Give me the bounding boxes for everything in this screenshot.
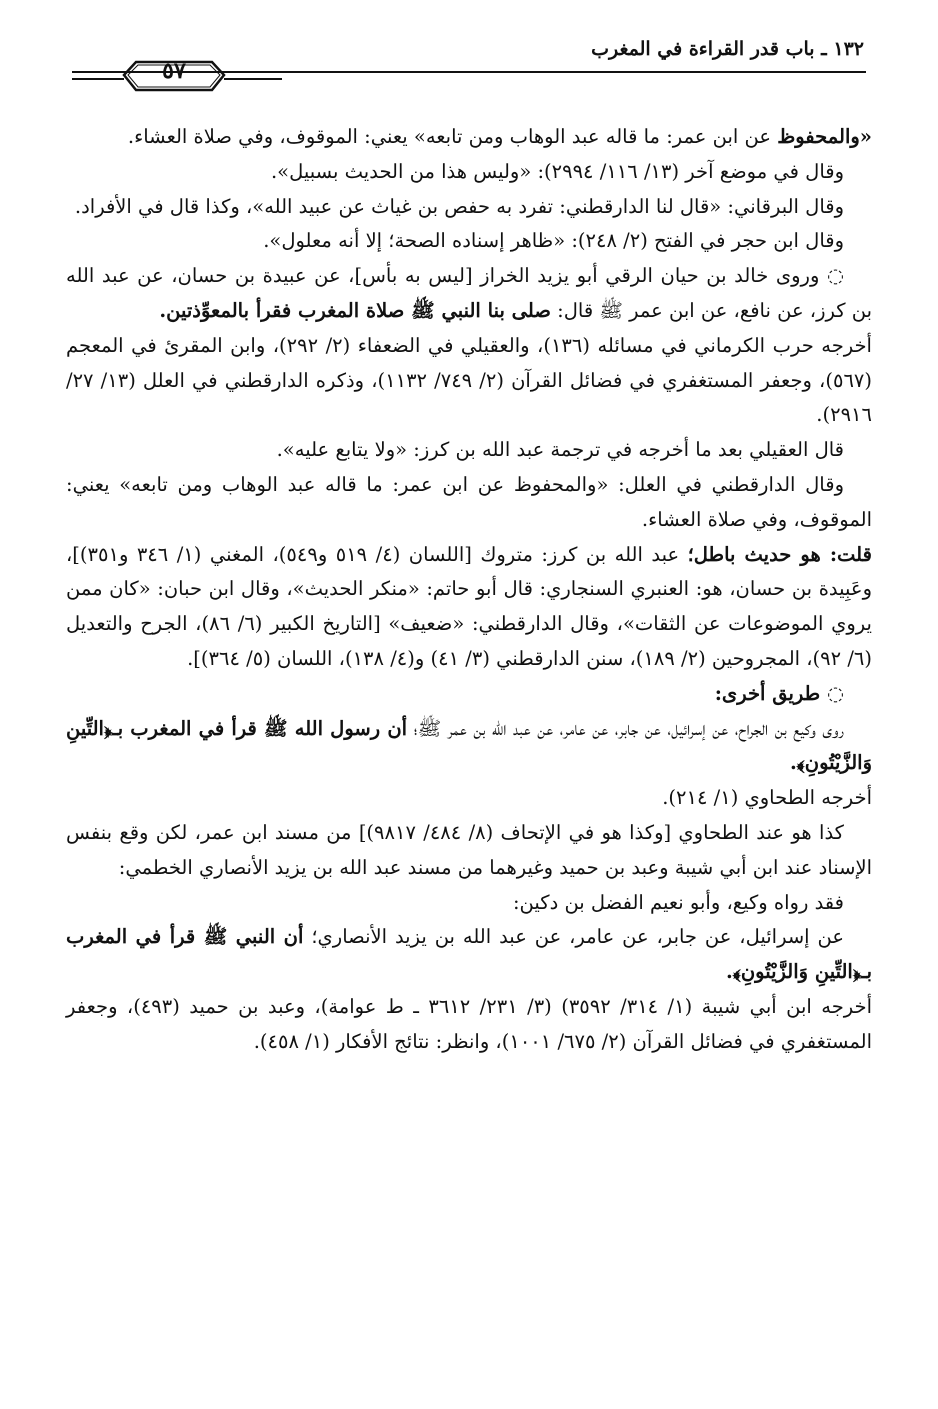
section-heading: ◌ طريق أخرى: — [714, 681, 844, 705]
bold-phrase: «والمحفوظ — [777, 125, 872, 148]
paragraph — [66, 120, 872, 155]
paragraph: وقال الدارقطني في العلل: «والمحفوظ عن ابن عمر: ما قاله عبد الوهاب ومن تابعه» يعني: الموقوف، وفي صلاة العشاء. — [66, 472, 872, 531]
bold-phrase: قلت: هو حديث باطل؛ — [687, 542, 872, 566]
paragraph: وقال في موضع آخر (١٣/ ١١٦/ ٢٩٩٤): «وليس هذا من الحديث بسبيل». — [270, 159, 844, 183]
page-number: ٥٧ — [162, 58, 186, 84]
paragraph: أخرجه ابن أبي شيبة (١/ ٣١٤/ ٣٥٩٢) (٣/ ٢٣١/ ٣٦١٢ ـ ط عوامة)، وعبد بن حميد (٤٩٣)، وجعفر المستغفري في فضائل القرآن (٢/ ٦٧٥/ ١٠٠١)، وانظر: نتائج الأفكار (١/ ٤٥٨). — [66, 994, 872, 1053]
paragraph: وقال ابن حجر في الفتح (٢/ ٢٤٨): «ظاهر إسناده الصحة؛ إلا أنه معلول». — [263, 229, 844, 253]
paragraph: أخرجه الطحاوي (١/ ٢١٤). — [662, 786, 872, 810]
paragraph: وقال البرقاني: «قال لنا الدارقطني: تفرد به حفص بن غياث عن عبيد الله»، وكذا قال في الأفراد. — [74, 194, 844, 218]
text: روى وكيع بن الجراح، عن إسرائيل، عن جابر، عن عامر، عن عبد الله بن عمر ﷺ؛ — [407, 716, 844, 740]
paragraph: كذا هو عند الطحاوي [وكذا هو في الإتحاف (٨/ ٤٨٤/ ٩٨١٧)] من مسند ابن عمر، لكن وقع بنفس الإسناد عند ابن أبي شيبة وعبد بن حميد وغيرهما من مسند عبد الله بن يزيد الأنصاري الخطمي: — [66, 820, 872, 879]
bold-phrase: أن النبي ﷺ قرأ في المغرب بـ﴿التِّينِ وَالزَّيْتُونِ﴾. — [66, 925, 872, 984]
text: عن إسرائيل، عن جابر، عن عامر، عن عبد الله بن يزيد الأنصاري؛ — [303, 925, 844, 949]
bold-phrase: صلى بنا النبي ﷺ صلاة المغرب فقرأ بالمعوِّذتين. — [159, 298, 551, 322]
running-title: ١٣٢ ـ باب قدر القراءة في المغرب — [591, 38, 864, 60]
page-body — [66, 120, 872, 1060]
text: ◌ وروى خالد بن حيان الرقي أبو يزيد الخراز [ليس به بأس]، عن عبيدة بن حسان، عن عبد الله بن كرز، عن نافع، عن ابن عمر ﷺ قال: — [66, 264, 872, 322]
paragraph: قال العقيلي بعد ما أخرجه في ترجمة عبد الله بن كرز: «ولا يتابع عليه». — [276, 438, 844, 462]
bold-phrase: أن رسول الله ﷺ قرأ في المغرب بـ﴿التِّينِ وَالزَّيْتُونِ﴾. — [66, 716, 872, 775]
paragraph — [66, 259, 872, 329]
page-number-ornament — [72, 54, 282, 104]
text: عبد الله بن كرز: متروك [اللسان (٤/ ٥١٩ و٥٤٩)، المغني (١/ ٣٤٦ و٣٥١)]، وعَبِيدة بن حسان، هو: العنبري السنجاري: قال أبو حاتم: «منكر الحديث»، وقال ابن حبان: «كان ممن يروي الموضوعات عن الثقات»، وقال الدارقطني: «ضعيف» [التاريخ الكبير (٦/ ٨٦)، الجرح والتعديل (٦/ ٩٢)، المجروحين (٢/ ١٨٩)، سنن الدارقطني (٣/ ٤١) و(٤/ ١٣٨)، اللسان (٥/ ٣٦٤)]. — [66, 542, 872, 670]
text: عن ابن عمر: ما قاله عبد الوهاب ومن تابعه» يعني: الموقوف، وفي صلاة العشاء. — [127, 125, 778, 148]
paragraph: أخرجه حرب الكرماني في مسائله (١٣٦)، والعقيلي في الضعفاء (٢/ ٢٩٢)، وابن المقرئ في المعجم (٥٦٧)، وجعفر المستغفري في فضائل القرآن (٢/ ٧٤٩/ ١١٣٢)، وذكره الدارقطني في العلل (١٣/ ٢٧/ ٢٩١٦). — [66, 333, 872, 427]
paragraph: فقد رواه وكيع، وأبو نعيم الفضل بن دكين: — [512, 890, 844, 914]
paragraph — [66, 538, 872, 677]
paragraph — [66, 712, 872, 782]
paragraph — [66, 920, 872, 990]
